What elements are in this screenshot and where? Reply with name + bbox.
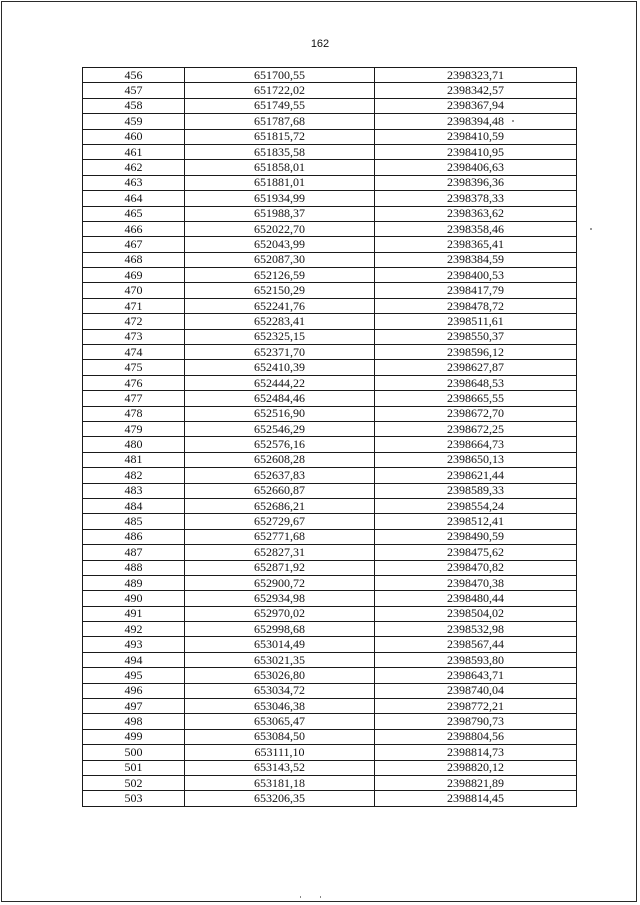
table-row (83, 360, 577, 375)
x-coordinate-cell: 652660,87 (185, 483, 375, 498)
table-row (83, 421, 577, 436)
x-coordinate-cell: 651934,99 (185, 191, 375, 206)
y-coordinate-cell: 2398665,55 (375, 391, 577, 406)
y-coordinate-cell: 2398417,79 (375, 283, 577, 298)
x-coordinate-cell: 653034,72 (185, 683, 375, 698)
y-coordinate-cell: 2398550,37 (375, 329, 577, 344)
y-coordinate-cell: 2398410,95 (375, 144, 577, 159)
point-number-cell: 460 (83, 129, 185, 144)
point-number-cell: 463 (83, 175, 185, 190)
y-coordinate-cell: 2398532,98 (375, 622, 577, 637)
y-coordinate-cell: 2398821,89 (375, 775, 577, 790)
point-number-cell: 477 (83, 391, 185, 406)
point-number-cell: 483 (83, 483, 185, 498)
table-row (83, 483, 577, 498)
point-number-cell: 458 (83, 98, 185, 113)
y-coordinate-cell: 2398406,63 (375, 160, 577, 175)
y-coordinate-cell: 2398363,62 (375, 206, 577, 221)
y-coordinate-cell: 2398490,59 (375, 529, 577, 544)
x-coordinate-cell: 652043,99 (185, 237, 375, 252)
table-row (83, 791, 577, 806)
point-number-cell: 457 (83, 83, 185, 98)
point-number-cell: 484 (83, 498, 185, 513)
y-coordinate-cell: 2398480,44 (375, 591, 577, 606)
x-coordinate-cell: 653084,50 (185, 729, 375, 744)
y-coordinate-cell: 2398323,71 (375, 68, 577, 83)
page-number: 162 (310, 38, 330, 50)
x-coordinate-cell: 652241,76 (185, 298, 375, 313)
table-row (83, 68, 577, 83)
point-number-cell: 490 (83, 591, 185, 606)
y-coordinate-cell: 2398621,44 (375, 468, 577, 483)
table-row (83, 545, 577, 560)
table-row (83, 683, 577, 698)
x-coordinate-cell: 652484,46 (185, 391, 375, 406)
x-coordinate-cell: 652546,29 (185, 421, 375, 436)
point-number-cell: 494 (83, 652, 185, 667)
table-row (83, 391, 577, 406)
point-number-cell: 461 (83, 144, 185, 159)
x-coordinate-cell: 652729,67 (185, 514, 375, 529)
point-number-cell: 493 (83, 637, 185, 652)
table-row (83, 406, 577, 421)
y-coordinate-cell: 2398512,41 (375, 514, 577, 529)
y-coordinate-cell: 2398740,04 (375, 683, 577, 698)
x-coordinate-cell: 653026,80 (185, 668, 375, 683)
x-coordinate-cell: 652516,90 (185, 406, 375, 421)
x-coordinate-cell: 652150,29 (185, 283, 375, 298)
y-coordinate-cell: 2398672,70 (375, 406, 577, 421)
x-coordinate-cell: 652970,02 (185, 606, 375, 621)
y-coordinate-cell: 2398378,33 (375, 191, 577, 206)
table-row (83, 221, 577, 236)
x-coordinate-cell: 652325,15 (185, 329, 375, 344)
x-coordinate-cell: 652126,59 (185, 268, 375, 283)
x-coordinate-cell: 652998,68 (185, 622, 375, 637)
y-coordinate-cell: 2398567,44 (375, 637, 577, 652)
point-number-cell: 497 (83, 699, 185, 714)
x-coordinate-cell: 653181,18 (185, 775, 375, 790)
y-coordinate-cell: 2398672,25 (375, 421, 577, 436)
point-number-cell: 473 (83, 329, 185, 344)
point-number-cell: 479 (83, 421, 185, 436)
point-number-cell: 471 (83, 298, 185, 313)
y-coordinate-cell: 2398470,82 (375, 560, 577, 575)
point-number-cell: 491 (83, 606, 185, 621)
x-coordinate-cell: 653014,49 (185, 637, 375, 652)
point-number-cell: 468 (83, 252, 185, 267)
x-coordinate-cell: 653143,52 (185, 760, 375, 775)
y-coordinate-cell: 2398365,41 (375, 237, 577, 252)
y-coordinate-cell: 2398358,46 (375, 221, 577, 236)
x-coordinate-cell: 651858,01 (185, 160, 375, 175)
point-number-cell: 502 (83, 775, 185, 790)
table-row (83, 498, 577, 513)
y-coordinate-cell: 2398820,12 (375, 760, 577, 775)
x-coordinate-cell: 652410,39 (185, 360, 375, 375)
table-row (83, 83, 577, 98)
y-coordinate-cell: 2398470,38 (375, 575, 577, 590)
point-number-cell: 472 (83, 314, 185, 329)
table-row (83, 775, 577, 790)
y-coordinate-cell: 2398596,12 (375, 345, 577, 360)
x-coordinate-cell: 651722,02 (185, 83, 375, 98)
x-coordinate-cell: 651787,68 (185, 114, 375, 129)
table-row (83, 745, 577, 760)
point-number-cell: 496 (83, 683, 185, 698)
y-coordinate-cell: 2398650,13 (375, 452, 577, 467)
scan-speck (300, 896, 301, 898)
point-number-cell: 489 (83, 575, 185, 590)
x-coordinate-cell: 651700,55 (185, 68, 375, 83)
y-coordinate-cell: 2398400,53 (375, 268, 577, 283)
point-number-cell: 501 (83, 760, 185, 775)
point-number-cell: 487 (83, 545, 185, 560)
point-number-cell: 478 (83, 406, 185, 421)
x-coordinate-cell: 653046,38 (185, 699, 375, 714)
table-row (83, 160, 577, 175)
table-row (83, 729, 577, 744)
table-row (83, 468, 577, 483)
point-number-cell: 469 (83, 268, 185, 283)
y-coordinate-cell: 2398342,57 (375, 83, 577, 98)
table-row (83, 268, 577, 283)
x-coordinate-cell: 652444,22 (185, 375, 375, 390)
x-coordinate-cell: 652022,70 (185, 221, 375, 236)
x-coordinate-cell: 653111,10 (185, 745, 375, 760)
point-number-cell: 499 (83, 729, 185, 744)
scan-speck (320, 896, 321, 898)
y-coordinate-cell: 2398394,48 (375, 114, 577, 129)
point-number-cell: 462 (83, 160, 185, 175)
table-row (83, 98, 577, 113)
point-number-cell: 492 (83, 622, 185, 637)
x-coordinate-cell: 652900,72 (185, 575, 375, 590)
x-coordinate-cell: 651835,58 (185, 144, 375, 159)
y-coordinate-cell: 2398593,80 (375, 652, 577, 667)
table-row (83, 514, 577, 529)
table-row (83, 668, 577, 683)
point-number-cell: 486 (83, 529, 185, 544)
table-row (83, 699, 577, 714)
table-row (83, 298, 577, 313)
x-coordinate-cell: 652637,83 (185, 468, 375, 483)
point-number-cell: 467 (83, 237, 185, 252)
x-coordinate-cell: 651881,01 (185, 175, 375, 190)
table-row (83, 560, 577, 575)
x-coordinate-cell: 651815,72 (185, 129, 375, 144)
x-coordinate-cell: 652871,92 (185, 560, 375, 575)
table-row (83, 760, 577, 775)
point-number-cell: 503 (83, 791, 185, 806)
coordinates-table (82, 67, 577, 807)
y-coordinate-cell: 2398814,45 (375, 791, 577, 806)
point-number-cell: 476 (83, 375, 185, 390)
table-row (83, 206, 577, 221)
y-coordinate-cell: 2398814,73 (375, 745, 577, 760)
x-coordinate-cell: 652608,28 (185, 452, 375, 467)
table-row (83, 375, 577, 390)
table-row (83, 606, 577, 621)
x-coordinate-cell: 652371,70 (185, 345, 375, 360)
table-row (83, 283, 577, 298)
x-coordinate-cell: 652283,41 (185, 314, 375, 329)
y-coordinate-cell: 2398790,73 (375, 714, 577, 729)
table-row (83, 191, 577, 206)
table-row (83, 329, 577, 344)
y-coordinate-cell: 2398475,62 (375, 545, 577, 560)
x-coordinate-cell: 652771,68 (185, 529, 375, 544)
point-number-cell: 500 (83, 745, 185, 760)
table-row (83, 252, 577, 267)
table-row (83, 575, 577, 590)
y-coordinate-cell: 2398410,59 (375, 129, 577, 144)
table-row (83, 129, 577, 144)
point-number-cell: 482 (83, 468, 185, 483)
point-number-cell: 475 (83, 360, 185, 375)
x-coordinate-cell: 653021,35 (185, 652, 375, 667)
point-number-cell: 481 (83, 452, 185, 467)
table-row (83, 591, 577, 606)
point-number-cell: 459 (83, 114, 185, 129)
table-row (83, 437, 577, 452)
y-coordinate-cell: 2398554,24 (375, 498, 577, 513)
x-coordinate-cell: 652576,16 (185, 437, 375, 452)
table-row (83, 622, 577, 637)
scan-speck (512, 120, 514, 122)
table-row (83, 452, 577, 467)
table-row (83, 714, 577, 729)
y-coordinate-cell: 2398511,61 (375, 314, 577, 329)
x-coordinate-cell: 653206,35 (185, 791, 375, 806)
table-row (83, 314, 577, 329)
y-coordinate-cell: 2398478,72 (375, 298, 577, 313)
coordinates-table-body (83, 68, 577, 807)
scan-speck (590, 228, 592, 230)
y-coordinate-cell: 2398627,87 (375, 360, 577, 375)
y-coordinate-cell: 2398396,36 (375, 175, 577, 190)
x-coordinate-cell: 652827,31 (185, 545, 375, 560)
y-coordinate-cell: 2398384,59 (375, 252, 577, 267)
y-coordinate-cell: 2398772,21 (375, 699, 577, 714)
table-row (83, 237, 577, 252)
table-row (83, 114, 577, 129)
y-coordinate-cell: 2398648,53 (375, 375, 577, 390)
point-number-cell: 456 (83, 68, 185, 83)
point-number-cell: 474 (83, 345, 185, 360)
y-coordinate-cell: 2398367,94 (375, 98, 577, 113)
y-coordinate-cell: 2398643,71 (375, 668, 577, 683)
x-coordinate-cell: 652934,98 (185, 591, 375, 606)
point-number-cell: 466 (83, 221, 185, 236)
y-coordinate-cell: 2398504,02 (375, 606, 577, 621)
point-number-cell: 464 (83, 191, 185, 206)
table-row (83, 345, 577, 360)
table-row (83, 175, 577, 190)
x-coordinate-cell: 653065,47 (185, 714, 375, 729)
table-row (83, 652, 577, 667)
point-number-cell: 495 (83, 668, 185, 683)
x-coordinate-cell: 651749,55 (185, 98, 375, 113)
y-coordinate-cell: 2398804,56 (375, 729, 577, 744)
table-row (83, 529, 577, 544)
y-coordinate-cell: 2398589,33 (375, 483, 577, 498)
x-coordinate-cell: 651988,37 (185, 206, 375, 221)
table-row (83, 637, 577, 652)
table-row (83, 144, 577, 159)
y-coordinate-cell: 2398664,73 (375, 437, 577, 452)
point-number-cell: 480 (83, 437, 185, 452)
point-number-cell: 488 (83, 560, 185, 575)
point-number-cell: 465 (83, 206, 185, 221)
x-coordinate-cell: 652087,30 (185, 252, 375, 267)
point-number-cell: 498 (83, 714, 185, 729)
point-number-cell: 470 (83, 283, 185, 298)
x-coordinate-cell: 652686,21 (185, 498, 375, 513)
point-number-cell: 485 (83, 514, 185, 529)
